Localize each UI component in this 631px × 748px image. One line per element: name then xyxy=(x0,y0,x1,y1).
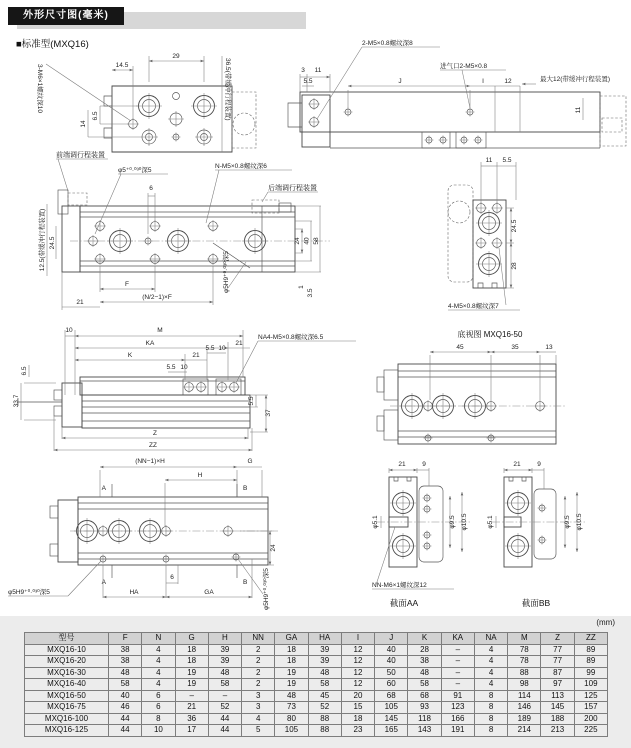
value-cell: 4 xyxy=(142,679,175,691)
dim-KA: KA xyxy=(145,340,155,347)
subtitle-standard-type: ■标准型(MXQ16) xyxy=(16,39,89,50)
value-cell: 58 xyxy=(109,679,142,691)
value-cell: 2 xyxy=(242,656,275,668)
dim-5-5-a: 5.5 xyxy=(205,345,215,352)
column-header: GA xyxy=(275,633,308,645)
dim-12: 12 xyxy=(504,78,512,85)
value-cell: – xyxy=(441,667,474,679)
value-cell: 8 xyxy=(474,702,507,714)
column-header: F xyxy=(109,633,142,645)
value-cell: 60 xyxy=(375,679,408,691)
value-cell: 2 xyxy=(242,667,275,679)
page-title: 外形尺寸图(毫米) xyxy=(8,7,124,25)
value-cell: 78 xyxy=(508,644,541,656)
dim-10-b: 10 xyxy=(180,364,188,371)
dim-K: K xyxy=(127,352,133,359)
value-cell: 40 xyxy=(375,644,408,656)
value-cell: 2 xyxy=(242,679,275,691)
column-header: M xyxy=(508,633,541,645)
value-cell: 38 xyxy=(109,644,142,656)
value-cell: 6 xyxy=(142,690,175,702)
buffer-stroke-note-left: 12.5(带缓冲行程装置) xyxy=(39,208,46,272)
value-cell: 191 xyxy=(441,725,474,737)
dim-10-a: 10 xyxy=(218,345,226,352)
value-cell: 21 xyxy=(175,702,208,714)
column-header: J xyxy=(375,633,408,645)
value-cell: 68 xyxy=(408,690,441,702)
side-thread-label: 3-M6×1螺纹深10 xyxy=(36,64,43,113)
dim-5-5-right: 5.5 xyxy=(248,396,255,406)
column-header: Z xyxy=(541,633,574,645)
buffer-stroke-note: 36.5(带缓冲行程装置) xyxy=(224,58,231,121)
value-cell: 19 xyxy=(175,679,208,691)
model-cell: MXQ16-40 xyxy=(25,679,109,691)
value-cell: 19 xyxy=(175,667,208,679)
value-cell: 4 xyxy=(474,656,507,668)
bottom-view-drawing xyxy=(377,329,566,444)
dim-28: 28 xyxy=(511,262,518,270)
dim-3: 3 xyxy=(301,67,305,74)
guide-end-view-drawing xyxy=(448,157,520,310)
dim-GA: GA xyxy=(204,589,214,596)
value-cell: 8 xyxy=(474,690,507,702)
value-cell: 48 xyxy=(408,667,441,679)
value-cell: 19 xyxy=(275,679,308,691)
side-view-drawing xyxy=(288,38,626,148)
value-cell: 15 xyxy=(341,702,374,714)
value-cell: 87 xyxy=(541,667,574,679)
dim-bore-10-5: φ10.5 xyxy=(576,513,583,531)
pin-hole-label: φ5⁺⁰·⁰³⁰深5 xyxy=(118,167,152,174)
table-row xyxy=(25,679,608,691)
rear-adjuster-label: 后端调行程装置 xyxy=(268,185,317,192)
value-cell: 98 xyxy=(508,679,541,691)
dim-11-right: 11 xyxy=(575,106,582,114)
table-row xyxy=(25,656,608,668)
value-cell: 113 xyxy=(541,690,574,702)
value-cell: 18 xyxy=(175,656,208,668)
column-header: HA xyxy=(308,633,341,645)
dim-21: 21 xyxy=(76,299,84,306)
table-thread-label: N-M5×0.8螺纹深6 xyxy=(215,163,267,170)
dim-24: 24 xyxy=(294,237,301,245)
dim-29: 29 xyxy=(172,53,180,60)
dim-HA: HA xyxy=(129,589,139,596)
value-cell: 200 xyxy=(574,713,607,725)
model-cell: MXQ16-75 xyxy=(25,702,109,714)
value-cell: 17 xyxy=(175,725,208,737)
body-side-view-drawing xyxy=(13,327,356,451)
value-cell: 58 xyxy=(308,679,341,691)
pin-hole-label-left: φ5H9⁺⁰·⁰³⁰深5 xyxy=(8,589,50,596)
value-cell: 214 xyxy=(508,725,541,737)
value-cell: 4 xyxy=(142,644,175,656)
column-header: G xyxy=(175,633,208,645)
front-view-drawing xyxy=(8,458,278,610)
value-cell: 77 xyxy=(541,644,574,656)
dim-37: 37 xyxy=(265,409,272,417)
value-cell: 10 xyxy=(142,725,175,737)
column-header: K xyxy=(408,633,441,645)
table-row xyxy=(25,702,608,714)
dim-ZZ: ZZ xyxy=(149,442,157,449)
value-cell: 58 xyxy=(408,679,441,691)
column-header: H xyxy=(208,633,241,645)
value-cell: 44 xyxy=(208,725,241,737)
value-cell: 39 xyxy=(308,644,341,656)
model-cell: MXQ16-10 xyxy=(25,644,109,656)
dim-nn-h: (NN−1)×H xyxy=(135,458,165,465)
value-cell: 109 xyxy=(574,679,607,691)
value-cell: 89 xyxy=(574,644,607,656)
table-row xyxy=(25,713,608,725)
dim-21-b: 21 xyxy=(192,352,200,359)
value-cell: 38 xyxy=(109,656,142,668)
dim-bore-10-5: φ10.5 xyxy=(461,513,468,531)
value-cell: 77 xyxy=(541,656,574,668)
value-cell: 4 xyxy=(474,679,507,691)
dim-24: 24 xyxy=(270,544,277,552)
value-cell: – xyxy=(441,644,474,656)
value-cell: 188 xyxy=(541,713,574,725)
dim-40: 40 xyxy=(303,237,311,245)
value-cell: 38 xyxy=(408,656,441,668)
column-header: I xyxy=(341,633,374,645)
section-mark-b-top: B xyxy=(243,485,248,492)
pin-hole-label-vertical: φ5H9⁺⁰·⁰³⁰深5 xyxy=(223,251,230,293)
value-cell: 165 xyxy=(375,725,408,737)
value-cell: 4 xyxy=(474,667,507,679)
value-cell: 52 xyxy=(308,702,341,714)
dim-G: G xyxy=(247,458,253,465)
value-cell: 18 xyxy=(175,644,208,656)
dimension-table xyxy=(24,632,608,737)
value-cell: – xyxy=(175,690,208,702)
table-row xyxy=(25,667,608,679)
value-cell: 58 xyxy=(208,679,241,691)
section-bb-drawing xyxy=(487,461,585,608)
model-cell: MXQ16-100 xyxy=(25,713,109,725)
value-cell: 48 xyxy=(109,667,142,679)
column-header: NA xyxy=(474,633,507,645)
dim-3-5: 3.5 xyxy=(307,288,314,298)
value-cell: 157 xyxy=(574,702,607,714)
dim-11: 11 xyxy=(314,67,322,74)
dim-58: 58 xyxy=(313,237,320,245)
dim-6: 6 xyxy=(149,185,153,192)
value-cell: 4 xyxy=(242,713,275,725)
dim-33-7: 33.7 xyxy=(13,394,20,408)
value-cell: 48 xyxy=(275,690,308,702)
value-cell: – xyxy=(441,656,474,668)
dim-11: 11 xyxy=(485,157,493,164)
dim-6: 6 xyxy=(170,574,174,581)
table-row xyxy=(25,725,608,737)
dim-5-5: 5.5 xyxy=(502,157,512,164)
section-mark-a-bottom: A xyxy=(101,579,106,586)
dim-H: H xyxy=(197,472,203,479)
value-cell: 145 xyxy=(375,713,408,725)
table-row xyxy=(25,690,608,702)
value-cell: 166 xyxy=(441,713,474,725)
dim-13: 13 xyxy=(545,344,553,351)
value-cell: 44 xyxy=(208,713,241,725)
value-cell: 105 xyxy=(275,725,308,737)
value-cell: 80 xyxy=(275,713,308,725)
dim-I: I xyxy=(482,78,484,85)
dim-F: F xyxy=(125,281,129,288)
value-cell: 6 xyxy=(142,702,175,714)
dim-rod-dia: φ5.1 xyxy=(372,515,379,529)
dim-1: 1 xyxy=(298,285,305,289)
value-cell: 88 xyxy=(308,713,341,725)
unit-label: (mm) xyxy=(596,618,615,627)
value-cell: – xyxy=(441,679,474,691)
top-thread-label: 2-M5×0.8螺纹深8 xyxy=(362,40,413,47)
value-cell: 12 xyxy=(341,656,374,668)
value-cell: 18 xyxy=(275,656,308,668)
value-cell: 114 xyxy=(508,690,541,702)
bottom-view-title: 底视图 MXQ16-50 xyxy=(457,330,523,339)
column-header: NN xyxy=(242,633,275,645)
model-cell: MXQ16-50 xyxy=(25,690,109,702)
value-cell: 91 xyxy=(441,690,474,702)
dim-9: 9 xyxy=(422,461,426,468)
value-cell: 3 xyxy=(242,702,275,714)
value-cell: 123 xyxy=(441,702,474,714)
end-view-drawing xyxy=(36,53,256,152)
max-stroke-note: 最大12(带缓冲行程装置) xyxy=(540,76,611,83)
dim-14-5: 14.5 xyxy=(115,62,129,69)
value-cell: 143 xyxy=(408,725,441,737)
dim-6-5-left: 6.5 xyxy=(21,366,28,376)
value-cell: 4 xyxy=(474,644,507,656)
dim-10: 10 xyxy=(65,327,73,334)
value-cell: 45 xyxy=(308,690,341,702)
table-row xyxy=(25,644,608,656)
dim-14: 14 xyxy=(80,120,87,128)
value-cell: 4 xyxy=(142,656,175,668)
value-cell: 48 xyxy=(308,667,341,679)
value-cell: 12 xyxy=(341,667,374,679)
value-cell: 44 xyxy=(109,713,142,725)
value-cell: 8 xyxy=(474,725,507,737)
value-cell: 78 xyxy=(508,656,541,668)
dim-M: M xyxy=(157,327,163,334)
model-cell: MXQ16-125 xyxy=(25,725,109,737)
section-mark-a-top: A xyxy=(101,485,106,492)
value-cell: 4 xyxy=(142,667,175,679)
value-cell: 39 xyxy=(308,656,341,668)
value-cell: 88 xyxy=(308,725,341,737)
value-cell: 2 xyxy=(242,644,275,656)
value-cell: 40 xyxy=(375,656,408,668)
dim-bore-9-5: φ9.5 xyxy=(564,515,571,529)
value-cell: 118 xyxy=(408,713,441,725)
value-cell: 73 xyxy=(275,702,308,714)
value-cell: 225 xyxy=(574,725,607,737)
value-cell: 19 xyxy=(275,667,308,679)
dim-rod-dia: φ5.1 xyxy=(487,515,494,529)
value-cell: 28 xyxy=(408,644,441,656)
section-aa-caption: 截面AA xyxy=(389,598,419,608)
plan-view-drawing xyxy=(37,150,330,310)
value-cell: 44 xyxy=(109,725,142,737)
value-cell: 89 xyxy=(574,656,607,668)
value-cell: 12 xyxy=(341,644,374,656)
value-cell: 99 xyxy=(574,667,607,679)
dim-35: 35 xyxy=(511,344,519,351)
value-cell: 20 xyxy=(341,690,374,702)
air-port-label: 进气口2-M5×0.8 xyxy=(440,63,488,70)
pin-hole-label-right: φ5H9⁺⁰·⁰³⁰深5 xyxy=(263,568,270,610)
value-cell: 50 xyxy=(375,667,408,679)
value-cell: 39 xyxy=(208,656,241,668)
column-header: 型号 xyxy=(25,633,109,645)
value-cell: 18 xyxy=(341,713,374,725)
front-adjuster-label: 前端调行程装置 xyxy=(56,152,105,159)
column-header: N xyxy=(142,633,175,645)
value-cell: 68 xyxy=(375,690,408,702)
value-cell: 18 xyxy=(275,644,308,656)
dim-6-5: 6.5 xyxy=(92,111,99,121)
section-aa-drawing xyxy=(372,461,470,608)
value-cell: 105 xyxy=(375,702,408,714)
value-cell: 88 xyxy=(508,667,541,679)
value-cell: – xyxy=(208,690,241,702)
dim-Z: Z xyxy=(153,430,157,437)
dim-5-5: 5.5 xyxy=(303,78,313,85)
table-header-row xyxy=(25,633,608,645)
dim-24-5: 24.5 xyxy=(511,219,518,233)
dim-J: J xyxy=(398,78,402,85)
dim-21: 21 xyxy=(513,461,521,468)
value-cell: 8 xyxy=(474,713,507,725)
value-cell: 40 xyxy=(109,690,142,702)
value-cell: 97 xyxy=(541,679,574,691)
value-cell: 46 xyxy=(109,702,142,714)
value-cell: 36 xyxy=(175,713,208,725)
column-header: KA xyxy=(441,633,474,645)
value-cell: 12 xyxy=(341,679,374,691)
dim-21: 21 xyxy=(398,461,406,468)
value-cell: 145 xyxy=(541,702,574,714)
value-cell: 52 xyxy=(208,702,241,714)
value-cell: 23 xyxy=(341,725,374,737)
value-cell: 146 xyxy=(508,702,541,714)
value-cell: 125 xyxy=(574,690,607,702)
value-cell: 39 xyxy=(208,644,241,656)
dim-5-5-b: 5.5 xyxy=(166,364,176,371)
value-cell: 48 xyxy=(208,667,241,679)
dim-bore-9-5: φ9.5 xyxy=(449,515,456,529)
nn-thread-label: NN-M6×1螺纹深12 xyxy=(372,582,427,589)
value-cell: 93 xyxy=(408,702,441,714)
na-thread-label: NA4-M5×0.8螺纹深6.5 xyxy=(258,334,324,341)
dim-pitch-F: (N/2−1)×F xyxy=(142,294,172,301)
value-cell: 5 xyxy=(242,725,275,737)
section-bb-caption: 截面BB xyxy=(521,598,551,608)
section-mark-b-bottom: B xyxy=(243,579,248,586)
model-cell: MXQ16-30 xyxy=(25,667,109,679)
value-cell: 189 xyxy=(508,713,541,725)
mount-thread-label: 4-M5×0.8螺纹深7 xyxy=(448,303,499,310)
table-band xyxy=(0,616,631,748)
dim-24-5: 24.5 xyxy=(49,236,56,250)
value-cell: 213 xyxy=(541,725,574,737)
value-cell: 3 xyxy=(242,690,275,702)
value-cell: 8 xyxy=(142,713,175,725)
dim-21-a: 21 xyxy=(235,340,243,347)
dim-9: 9 xyxy=(537,461,541,468)
model-cell: MXQ16-20 xyxy=(25,656,109,668)
column-header: ZZ xyxy=(574,633,607,645)
dim-45: 45 xyxy=(456,344,464,351)
